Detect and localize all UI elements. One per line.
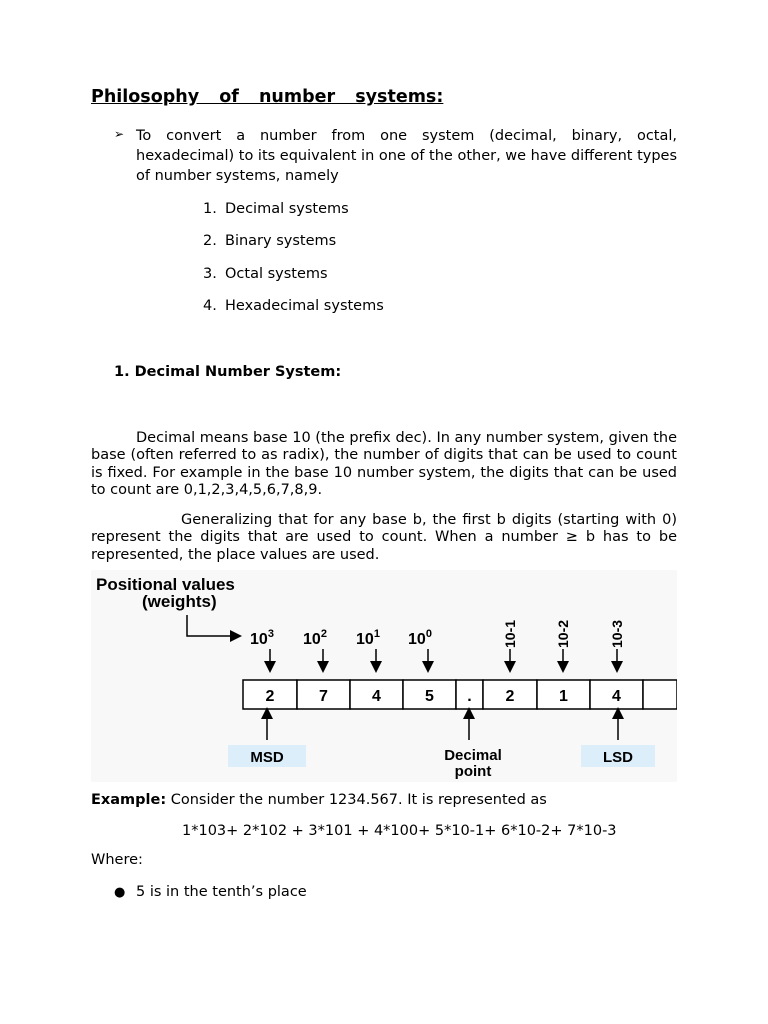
list-item [203, 266, 328, 283]
example-line [91, 792, 547, 809]
list-item [203, 298, 384, 315]
page-title: Philosophy of number systems: [91, 87, 444, 107]
list-item-number: 4. [203, 298, 217, 314]
weights-group [250, 620, 625, 670]
digit-cell-value: 1 [559, 688, 568, 705]
digit-cell-value: 2 [265, 688, 275, 705]
decimal-point-label-line1: Decimal [444, 747, 502, 764]
weight-label: $10^0$ [408, 628, 432, 648]
digit-cell-value: 2 [505, 688, 515, 705]
lsd-label: LSD [603, 749, 633, 766]
weight-label: 10-1 [502, 619, 518, 648]
section-title: 1. Decimal Number System: [114, 364, 342, 380]
positional-values-diagram [91, 570, 677, 782]
figure-title-line2: (weights) [142, 592, 217, 611]
decimal-point-label-line2: point [454, 763, 492, 780]
figure-title-line1: Positional values [96, 575, 235, 594]
digit-cell-value: 7 [319, 688, 328, 705]
weight-label: $10^3$ [250, 628, 274, 648]
decimal-point-group [444, 710, 502, 780]
digit-cell [643, 680, 677, 709]
digit-cells-group [243, 680, 677, 709]
list-item-number: 1. [203, 201, 217, 217]
where-label: Where: [91, 852, 143, 868]
list-item-label: Decimal systems [225, 201, 349, 217]
weight-label: 10-2 [555, 619, 571, 648]
list-item-number: 3. [203, 266, 217, 282]
positional-values-figure [91, 570, 677, 782]
digit-cell-value: 5 [425, 688, 434, 705]
example-text: Consider the number 1234.567. It is represented as [166, 792, 547, 808]
msd-group [228, 710, 306, 767]
arrow-bullet-icon: ➢ [114, 127, 125, 141]
list-item-number: 2. [203, 233, 217, 249]
msd-label: MSD [250, 749, 284, 766]
digit-cell-value: 4 [372, 688, 381, 705]
list-item-label: Hexadecimal systems [225, 298, 384, 314]
list-item [203, 233, 336, 250]
lsd-group [581, 710, 655, 767]
digit-cell-value: . [467, 688, 472, 705]
list-item-label: Binary systems [225, 233, 337, 249]
weight-label: $10^1$ [356, 628, 380, 648]
example-label: Example: [91, 792, 167, 808]
bullet-item: 5 is in the tenth’s place [136, 884, 307, 900]
weights-pointer-arrow [187, 615, 239, 636]
digit-cell-value: 4 [612, 688, 621, 705]
weight-label: $10^2$ [303, 628, 327, 648]
list-item-label: Octal systems [225, 266, 328, 282]
dot-bullet-icon: ● [114, 885, 126, 900]
paragraph-generalizing: Generalizing that for any base b, the first b digits (starting with 0) represent the digits that are used to count. When a number ≥ b has to be represented, the place values are used. [91, 512, 677, 563]
weight-label: 10-3 [609, 619, 625, 648]
formula: 1*103+ 2*102 + 3*101 + 4*100+ 5*10-1+ 6*10-2+ 7*10-3 [182, 823, 617, 839]
list-item [203, 201, 349, 218]
paragraph-decimal-definition: Decimal means base 10 (the prefix dec). In any number system, given the base (often referred to as radix), the number of digits that can be used to count is fixed. For example in the base 10 number system, the digits that can be used to count are 0,1,2,3,4,5,6,7,8,9. [91, 430, 677, 498]
intro-paragraph: To convert a number from one system (decimal, binary, octal, hexadecimal) to its equivalent in one of the other, we have different types of number systems, namely [136, 128, 678, 184]
